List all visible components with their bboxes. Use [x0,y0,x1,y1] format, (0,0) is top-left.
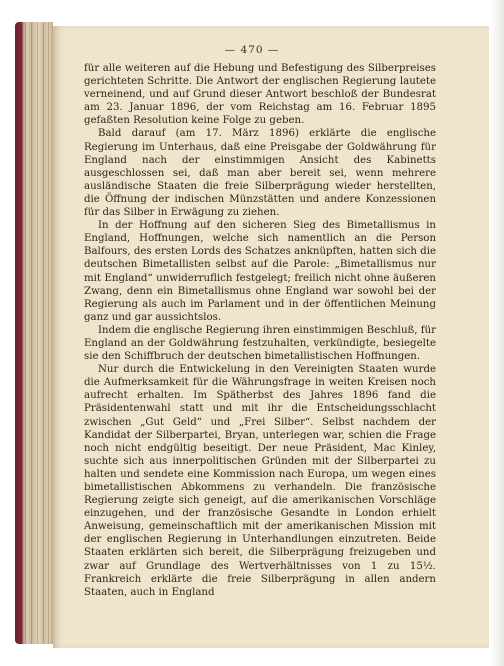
paragraph: In der Hoffnung auf den sicheren Sieg des Bimetallismus in England, Hoffnungen, welche sich namentlich an die Person Balfours, des ersten Lords des Schatzes anknüpften, hatten sich die deutschen Bimetallisten selbst auf die Parole: „Bimetallismus nur mit England“ unwiderruflich festgelegt; freilich nicht ohne äußeren Zwang, denn ein Bimetallismus ohne England war sowohl bei der Regierung als auch im Parlament und in der öffentlichen Meinung ganz und gar aussichtslos. [84,220,436,323]
book-page-edges [15,22,53,644]
paragraph: für alle weiteren auf die Hebung und Befestigung des Silberpreises gerichteten Schritte. Die Antwort der englischen Regierung lautete verneinend, und auf Grund dieser Antwort beschloß der Bundesrat am 23. Januar 1896, der vom Reichstag am 16. Februar 1895 gefaßten Resolution keine Folge zu geben. [84,63,436,127]
paragraph: Bald darauf (am 17. März 1896) erklärte die englische Regierung im Unterhaus, daß eine Preisgabe der Goldwährung für England nach der einstimmigen Ansicht des Kabinetts ausgeschlossen sei, daß man aber bereit sei, wenn mehrere ausländische Staaten die freie Silberprägung wieder herstellten, die Öffnung der indischen Münzstätten und andere Konzessionen für das Silber in Erwägung zu ziehen. [84,128,436,219]
scan-shadow [490,0,504,666]
paragraph: Indem die englische Regierung ihren einstimmigen Beschluß, für England an der Goldwährung festzuhalten, verkündigte, besiegelte sie den Schiffbruch der deutschen bimetallistischen Hoffnungen. [84,324,436,363]
body-text [84,62,436,599]
paragraph: Nur durch die Entwickelung in den Vereinigten Staaten wurde die Aufmerksamkeit für die Währungsfrage in weiten Kreisen noch aufrecht erhalten. Im Spätherbst des Jahres 1896 fand die Präsidentenwahl statt und mit ihr die Entscheidungsschlacht zwischen „Gut Geld“ und „Frei Silber“. Selbst nachdem der Kandidat der Silberpartei, Bryan, unterlegen war, schien die Frage noch nicht endgültig beseitigt. Der neue Präsident, Mac Kinley, suchte sich aus innerpolitischen Gründen mit der Silberpartei zu halten und sendete eine Kommission nach Europa, um wegen eines bimetallistischen Abkommens zu verhandeln. Die französische Regierung zeigte sich geneigt, auf die amerikanischen Vorschläge einzugehen, und der französische Gesandte in London erhielt Anweisung, gemeinschaftlich mit der amerikanischen Mission mit der englischen Regierung in Unterhandlungen einzutreten. Beide Staaten erklärten sich bereit, die Silberprägung freizugeben und zwar auf Grundlage des Wertverhältnisses von 1 zu 15½. Frankreich erklärte die freie Silberprägung in allen andern Staaten, auch in England [84,364,436,598]
page-number: — 470 — [224,44,280,56]
